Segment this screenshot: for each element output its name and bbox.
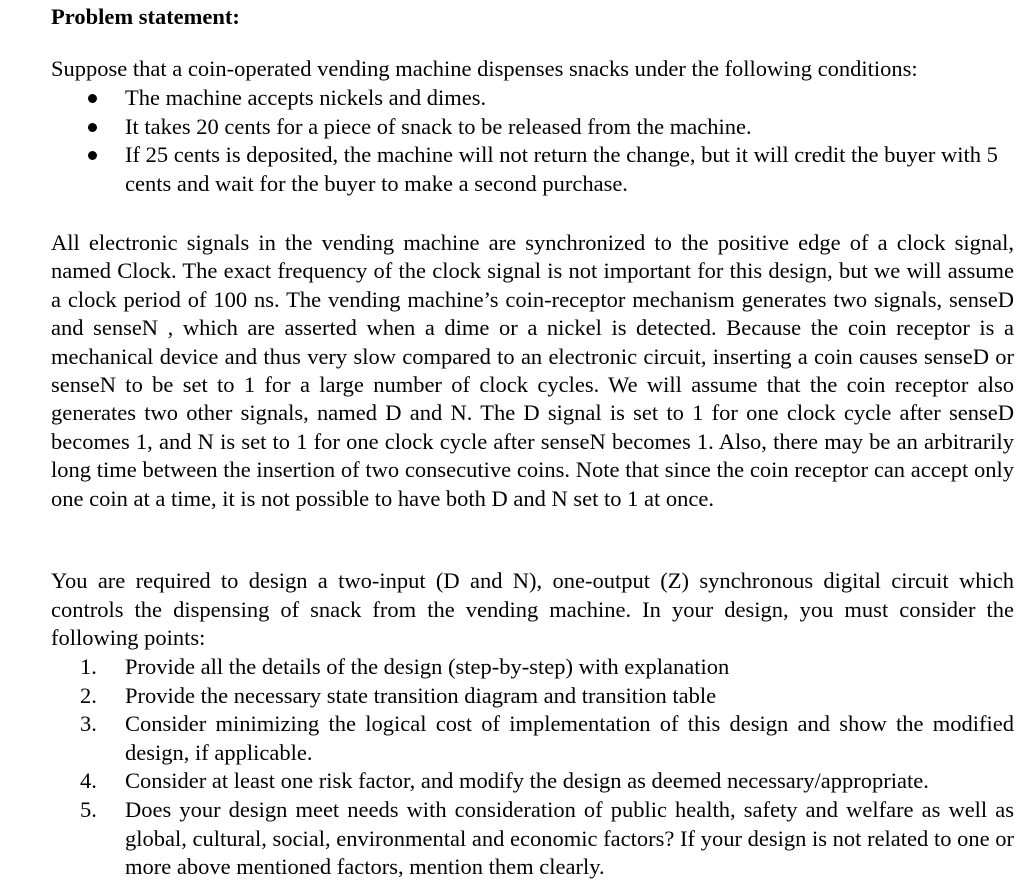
requirement-item (51, 796, 1014, 882)
requirement-number: 5. (80, 796, 97, 822)
problem-statement-heading: Problem statement: (51, 4, 240, 29)
requirement-number: 2. (80, 682, 97, 708)
requirement-text: Consider minimizing the logical cost of implementation of this design and show the modified design, if applicable. (125, 711, 1014, 765)
requirement-item (51, 682, 1014, 711)
bullet-icon (88, 123, 97, 132)
bullet-icon (88, 151, 97, 160)
requirements-intro-paragraph: You are required to design a two-input (D and N), one-output (Z) synchronous digital circuit which controls the dispensing of snack from the vending machine. In your design, you must consider the following points: (51, 568, 1014, 650)
requirement-text: Consider at least one risk factor, and modify the design as deemed necessary/appropriate. (125, 768, 929, 794)
requirement-text: Provide the necessary state transition diagram and transition table (125, 682, 717, 708)
requirement-item (51, 710, 1014, 767)
requirement-item (51, 653, 1014, 682)
requirement-number: 1. (80, 654, 97, 679)
requirement-number: 3. (80, 711, 97, 737)
requirement-text: Does your design meet needs with consideration of public health, safety and welfare as well as global, cultural, social, environmental and economic factors? If your design is not related to one or more above mentioned factors, mention them clearly. (125, 796, 1014, 880)
requirement-text: Provide all the details of the design (step-by-step) with explanation (125, 654, 730, 679)
bullet-icon (88, 94, 97, 103)
condition-item (51, 113, 1014, 142)
condition-text: If 25 cents is deposited, the machine will not return the change, but it will credit the buyer with 5 cents and wait for the buyer to make a second purchase. (125, 142, 998, 196)
intro-paragraph: Suppose that a coin-operated vending machine dispenses snacks under the following conditions: (51, 56, 918, 81)
condition-item (51, 141, 1014, 198)
requirement-number: 4. (80, 768, 97, 794)
conditions-list (51, 84, 1014, 198)
requirement-item (51, 767, 1014, 796)
requirements-list (51, 653, 1014, 882)
signals-paragraph: All electronic signals in the vending machine are synchronized to the positive edge of a clock signal, named Clock. The exact frequency of the clock signal is not important for this design, but we will assume a clock period of 100 ns. The vending machine’s coin-receptor mechanism generates two signals, senseD and senseN , which are asserted when a dime or a nickel is detected. Because the coin receptor is a mechanical device and thus very slow compared to an electronic circuit, inserting a coin causes senseD or senseN to be set to 1 for a large number of clock cycles. We will assume that the coin receptor also generates two other signals, named D and N. The D signal is set to 1 for one clock cycle after senseD becomes 1, and N is set to 1 for one clock cycle after senseN becomes 1. Also, there may be an arbitrarily long time between the insertion of two consecutive coins. Note that since the coin receptor can accept only one coin at a time, it is not possible to have both D and N set to 1 at once. (51, 230, 1014, 511)
condition-item (51, 84, 1014, 113)
condition-text: It takes 20 cents for a piece of snack to be released from the machine. (125, 113, 752, 139)
condition-text: The machine accepts nickels and dimes. (125, 85, 487, 110)
